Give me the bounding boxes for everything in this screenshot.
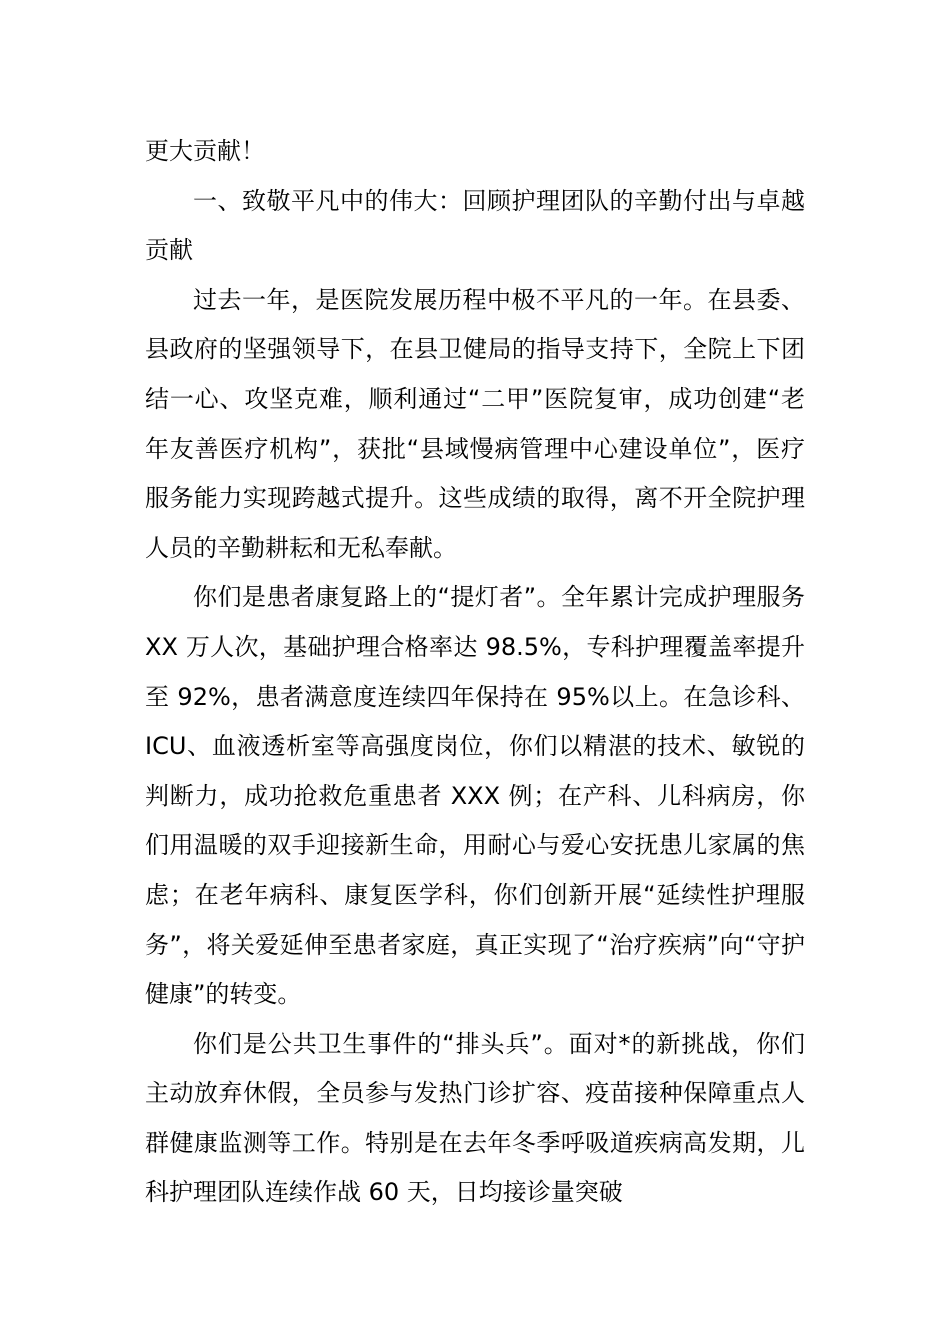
section-heading: 一、致敬平凡中的伟大：回顾护理团队的辛勤付出与卓越贡献: [145, 186, 805, 265]
document-body: [145, 127, 805, 1218]
paragraph: 过去一年，是医院发展历程中极不平凡的一年。在县委、县政府的坚强领导下，在县卫健局的指导支持下，全院上下团结一心、攻坚克难，顺利通过“二甲”医院复审，成功创建“老年友善医疗机构”，获批“县域慢病管理中心建设单位”，医疗服务能力实现跨越式提升。这些成绩的取得，离不开全院护理人员的辛勤耕耘和无私奉献。: [145, 285, 805, 562]
paragraph: 你们是患者康复路上的“提灯者”。全年累计完成护理服务 XX 万人次，基础护理合格率达 98.5%，专科护理覆盖率提升至 92%，患者满意度连续四年保持在 95%以上。在急诊科、ICU、血液透析室等高强度岗位，你们以精湛的技术、敏锐的判断力，成功抢救危重患者 XXX 例；在产科、儿科病房，你们用温暖的双手迎接新生命，用耐心与爱心安抚患儿家属的焦虑；在老年病科、康复医学科，你们创新开展“延续性护理服务”，将关爱延伸至患者家庭，真正实现了“治疗疾病”向“守护健康”的转变。: [145, 583, 805, 1009]
paragraph-continuation: 更大贡献！: [145, 137, 265, 165]
paragraph: 你们是公共卫生事件的“排头兵”。面对*的新挑战，你们主动放弃休假，全员参与发热门诊扩容、疫苗接种保障重点人群健康监测等工作。特别是在去年冬季呼吸道疾病高发期，儿科护理团队连续作战 60 天，日均接诊量突破: [145, 1029, 805, 1207]
